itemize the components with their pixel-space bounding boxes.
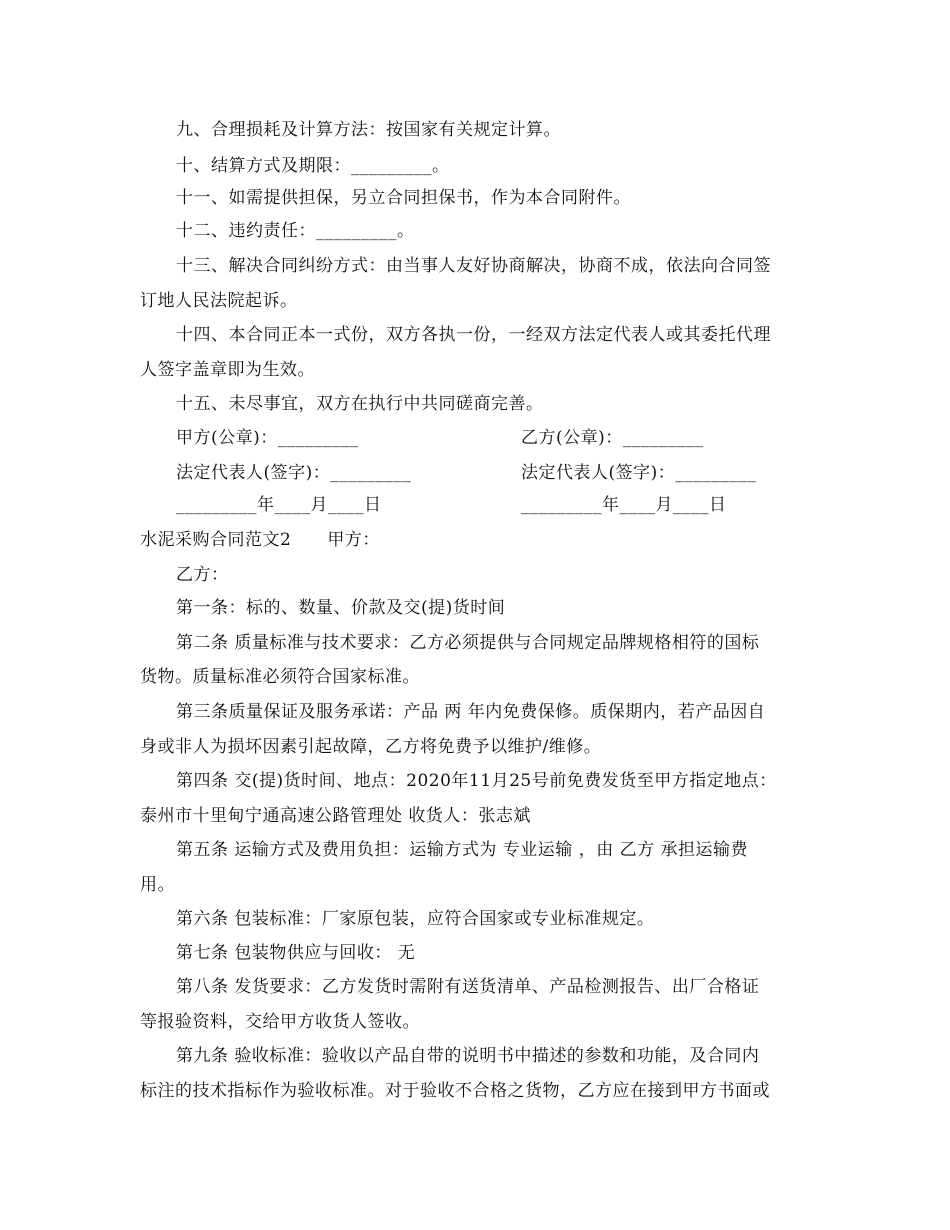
article-1: 第一条：标的、数量、价款及交(提)货时间 bbox=[176, 598, 506, 618]
article-5-line-1: 第五条 运输方式及费用负担：运输方式为 专业运输 ，由 乙方 承担运输费 bbox=[176, 840, 749, 860]
clause-11: 十一、如需提供担保，另立合同担保书，作为本合同附件。 bbox=[176, 188, 631, 208]
clause-9: 九、合理损耗及计算方法：按国家有关规定计算。 bbox=[176, 120, 561, 140]
second-party-a-label: 甲方： bbox=[327, 530, 380, 550]
second-contract-title: 水泥采购合同范文2 bbox=[140, 530, 292, 550]
article-8-line-1: 第八条 发货要求：乙方发货时需附有送货清单、产品检测报告、出厂合格证 bbox=[176, 977, 760, 997]
clause-10: 十、结算方式及期限：_________。 bbox=[176, 156, 450, 176]
clause-15: 十五、未尽事宜，双方在执行中共同磋商完善。 bbox=[176, 394, 544, 414]
party-b-date-field: _________年____月____日 bbox=[521, 495, 727, 515]
party-a-rep-field: 法定代表人(签字)：_________ bbox=[176, 463, 412, 483]
party-b-rep-field: 法定代表人(签字)：_________ bbox=[521, 463, 757, 483]
party-a-date-field: _________年____月____日 bbox=[176, 495, 382, 515]
article-5-line-2: 用。 bbox=[140, 875, 175, 895]
article-2-line-1: 第二条 质量标准与技术要求：乙方必须提供与合同规定品牌规格相符的国标 bbox=[176, 633, 760, 653]
article-3-line-1: 第三条质量保证及服务承诺：产品 两 年内免费保修。质保期内，若产品因自 bbox=[176, 702, 766, 722]
clause-12: 十二、违约责任：_________。 bbox=[176, 221, 415, 241]
party-a-seal-field: 甲方(公章)：_________ bbox=[176, 428, 359, 448]
article-9-line-2: 标注的技术指标作为验收标准。对于验收不合格之货物，乙方应在接到甲方书面或 bbox=[140, 1081, 770, 1101]
clause-13-line-2: 订地人民法院起诉。 bbox=[140, 291, 298, 311]
article-2-line-2: 货物。质量标准必须符合国家标准。 bbox=[140, 667, 420, 687]
article-8-line-2: 等报验资料，交给甲方收货人签收。 bbox=[140, 1012, 420, 1032]
article-4-line-1: 第四条 交(提)货时间、地点：2020年11月25号前免费发货至甲方指定地点： bbox=[176, 771, 777, 791]
article-6: 第六条 包装标准：厂家原包装，应符合国家或专业标准规定。 bbox=[176, 909, 655, 929]
second-party-b-label: 乙方： bbox=[176, 565, 229, 585]
article-7: 第七条 包装物供应与回收： 无 bbox=[176, 943, 416, 963]
second-contract-heading bbox=[140, 529, 380, 551]
article-9-line-1: 第九条 验收标准：验收以产品自带的说明书中描述的参数和功能，及合同内 bbox=[176, 1046, 760, 1066]
article-4-line-2: 泰州市十里甸宁通高速公路管理处 收货人：张志斌 bbox=[140, 806, 531, 826]
clause-13-line-1: 十三、解决合同纠纷方式：由当事人友好协商解决，协商不成，依法向合同签 bbox=[176, 256, 771, 276]
clause-14-line-2: 人签字盖章即为生效。 bbox=[140, 360, 315, 380]
party-b-seal-field: 乙方(公章)：_________ bbox=[521, 428, 704, 448]
article-3-line-2: 身或非人为损坏因素引起故障，乙方将免费予以维护/维修。 bbox=[140, 737, 602, 757]
clause-14-line-1: 十四、本合同正本一式份，双方各执一份，一经双方法定代表人或其委托代理 bbox=[176, 325, 771, 345]
